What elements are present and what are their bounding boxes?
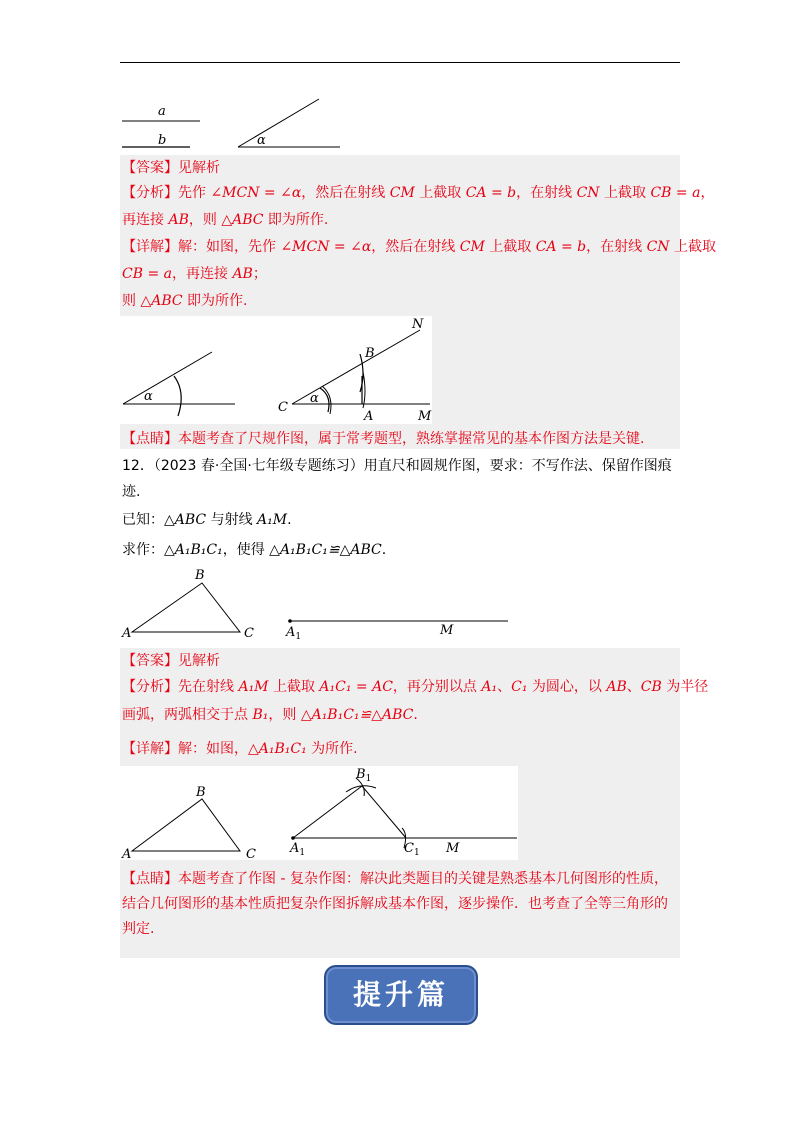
label-A: A	[122, 626, 132, 641]
q12-detail: 【详解】解：如图，△A₁B₁C₁ 为所作.	[122, 741, 358, 757]
q11-detail-line1: 【详解】解：如图，先作 ∠MCN = ∠α，然后在射线 CM 上截取 CA = b，在射线 CN 上截取	[122, 239, 716, 255]
analysis-tag: 【分析】	[122, 185, 178, 201]
q12-analysis-line2: 画弧，两弧相交于点 B₁，则 △A₁B₁C₁≌△ABC.	[122, 707, 418, 723]
q11-analysis-line2: 再连接 AB，则 △ABC 即为所作.	[122, 212, 329, 228]
q12-given: 已知：△ABC 与射线 A₁M.	[122, 512, 292, 528]
label-C: C	[246, 847, 256, 862]
figure-segments-angle	[120, 95, 350, 155]
label-B: B	[365, 346, 375, 361]
label-M: M	[440, 623, 454, 638]
label-A: A	[122, 847, 132, 862]
q12-stem-line1: 12．（2023 春·全国·七年级专题练习）用直尺和圆规作图，要求：不写作法、保留作图痕	[122, 458, 672, 474]
q11-analysis-line1: 【分析】先作 ∠MCN = ∠α，然后在射线 CM 上截取 CA = b，在射线 CN 上截取 CB = a，	[122, 185, 715, 201]
section-banner: 提升篇	[324, 965, 478, 1025]
figure-construction-q11	[120, 316, 440, 426]
detail-tag: 【详解】	[122, 239, 178, 255]
label-A1: $A_1$	[290, 841, 306, 858]
label-alpha-3: α	[310, 391, 319, 406]
label-b: b	[158, 133, 167, 148]
q11-detail-line2: CB = a，再连接 AB；	[122, 266, 267, 282]
header-rule	[120, 62, 680, 63]
label-M: M	[446, 841, 460, 856]
q11-answer: 【答案】见解析	[122, 160, 220, 176]
q11-comment: 【点睛】本题考查了尺规作图，属于常考题型，熟练掌握常见的基本作图方法是关键.	[122, 431, 645, 447]
q12-find: 求作：△A₁B₁C₁，使得 △A₁B₁C₁≌△ABC.	[122, 542, 387, 558]
figure-construction-q12	[120, 766, 520, 862]
label-B: B	[195, 568, 205, 583]
label-C1: $C_1$	[404, 841, 420, 858]
label-alpha: α	[257, 133, 266, 148]
label-B: B	[196, 785, 206, 800]
label-N: N	[412, 317, 424, 332]
q12-analysis-line1: 【分析】先在射线 A₁M 上截取 A₁C₁ = AC，再分别以点 A₁、C₁ 为圆心，以 AB、CB 为半径	[122, 679, 709, 695]
q12-comment-line3: 判定.	[122, 921, 155, 937]
comment-tag: 【点睛】	[122, 431, 178, 447]
q12-answer: 【答案】见解析	[122, 653, 220, 669]
label-M: M	[418, 409, 432, 424]
q12-comment-line1: 【点睛】本题考查了作图 - 复杂作图：解决此类题目的关键是熟悉基本几何图形的性质，	[122, 871, 668, 887]
q11-detail-line3: 则 △ABC 即为所作.	[122, 293, 248, 309]
label-alpha-2: α	[144, 389, 153, 404]
label-C: C	[278, 400, 288, 415]
label-A1: $A_1$	[286, 625, 302, 642]
answer-tag: 【答案】	[122, 160, 178, 176]
label-C: C	[244, 626, 254, 641]
label-B1: $B_1$	[356, 767, 372, 784]
label-a: a	[158, 104, 166, 119]
figure-given-q12	[120, 565, 520, 645]
q12-comment-line2: 结合几何图形的基本性质把复杂作图拆解成基本作图，逐步操作．也考查了全等三角形的	[122, 896, 668, 912]
label-A: A	[364, 409, 374, 424]
q12-stem-line2: 迹.	[122, 484, 141, 500]
